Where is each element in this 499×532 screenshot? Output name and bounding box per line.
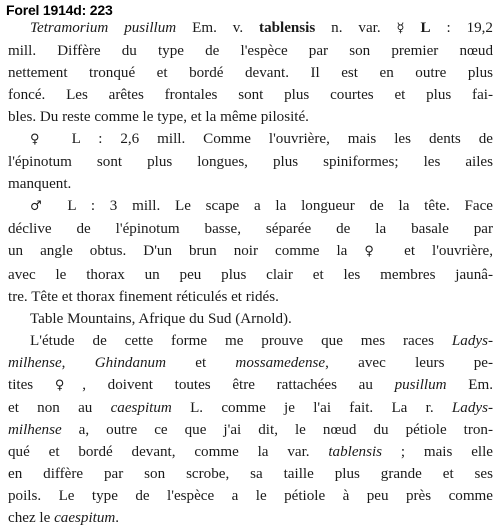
text-line — [8, 419, 493, 441]
text-line — [8, 40, 493, 62]
male-symbol: ♂ — [30, 199, 53, 215]
text-line — [8, 195, 493, 218]
text-line — [8, 218, 493, 240]
text-run: chez le — [8, 510, 55, 527]
text-line — [8, 173, 493, 195]
page-reference-title: Forel 1914d: 223 — [6, 2, 113, 18]
text-run: a, outre ce que j'ai dit, le nœud du pétiole tron- — [61, 421, 493, 438]
text-line — [8, 441, 493, 463]
text-line — [8, 352, 493, 374]
text-run: : 19,2 — [430, 20, 493, 36]
text-line — [8, 374, 493, 397]
text-run: pusillum — [394, 376, 447, 393]
text-run: L : 2,6 mill. Comme l'ouvrière, mais les dents de — [53, 131, 493, 148]
female-symbol: ♀ — [30, 132, 54, 148]
text-run: et l'ouvrière, — [387, 243, 493, 260]
text-run: Ladys- — [451, 399, 493, 416]
text-run — [405, 20, 421, 36]
text-run: n. var. — [315, 20, 397, 36]
text-line — [8, 308, 493, 330]
text-line — [8, 463, 493, 485]
text-run: qué et bordé devant, comme la var. — [8, 443, 329, 460]
text-line — [8, 17, 493, 40]
text-run: avec le thorax un peu plus clair et les membres jaunâ- — [8, 266, 493, 283]
text-run: bles. Du reste comme le type, et la même pilosité. — [8, 109, 309, 126]
text-run: L : 3 mill. Le scape a la longueur de la tête. Face — [52, 198, 493, 215]
text-run: Em. v. — [176, 20, 260, 36]
text-run: milhense — [8, 421, 62, 438]
text-line — [8, 106, 493, 128]
text-run: mill. Diffère du type de l'espèce par son premier nœud — [8, 43, 493, 60]
text-line — [8, 286, 493, 308]
text-run: , doivent toutes être rattachées au — [82, 376, 395, 393]
text-run: en diffère par son scrobe, sa taille plus grande et ses — [8, 465, 493, 482]
text-line — [8, 397, 493, 419]
text-run: caespitum — [54, 510, 116, 527]
text-run: manquent. — [8, 176, 72, 193]
text-run: et — [165, 354, 236, 371]
female-symbol: ♀ — [54, 377, 83, 393]
text-line — [8, 62, 493, 84]
locality-text: Table Mountains, Afrique du Sud (Arnold). — [30, 310, 292, 327]
text-run: foncé. Les arêtes frontales sont plus courtes et plus fai- — [8, 87, 493, 104]
text-run: L. comme je l'ai fait. La r. — [171, 399, 452, 416]
text-run: L'étude de cette forme me prouve que mes races — [30, 332, 452, 349]
text-line — [8, 84, 493, 106]
text-run: un angle obtus. D'un brun noir comme la — [8, 243, 365, 260]
text-run: milhense — [8, 354, 62, 371]
page-body — [8, 17, 493, 529]
female-symbol: ♀ — [364, 244, 388, 260]
text-run: , — [61, 354, 95, 371]
text-run: Em. — [446, 376, 493, 393]
text-run: tablensis — [328, 443, 383, 460]
text-line — [8, 330, 493, 352]
text-line — [8, 485, 493, 507]
text-run: l'épinotum sont plus longues, plus spiniformes; les ailes — [8, 154, 493, 171]
text-run: mossamedense — [235, 354, 326, 371]
text-run: Ghindanum — [94, 354, 166, 371]
text-run: nettement tronqué et bordé devant. Il est en outre plus — [8, 65, 493, 82]
text-run: , avec leurs pe- — [325, 354, 493, 371]
text-line — [8, 128, 493, 151]
text-line — [8, 507, 493, 529]
text-run: . — [115, 510, 120, 527]
text-run: ; mais elle — [382, 443, 493, 460]
text-run: et non au — [8, 399, 111, 416]
text-line — [8, 240, 493, 263]
worker-symbol: ☿ — [396, 21, 405, 36]
text-line — [8, 264, 493, 286]
text-line — [8, 151, 493, 173]
text-run: caespitum — [110, 399, 172, 416]
text-run: poils. Le type de l'espèce a le pétiole à peu près comme — [8, 487, 493, 504]
text-run: Ladys- — [451, 332, 493, 349]
text-run: tablensis — [259, 20, 316, 36]
text-run: L — [420, 20, 431, 36]
text-run: déclive de l'épinotum basse, séparée de la basale par — [8, 221, 493, 238]
text-run: tre. Tête et thorax finement réticulés et ridés. — [8, 288, 279, 305]
text-run: Tetramorium pusillum — [30, 20, 177, 36]
text-run: tites — [8, 376, 55, 393]
